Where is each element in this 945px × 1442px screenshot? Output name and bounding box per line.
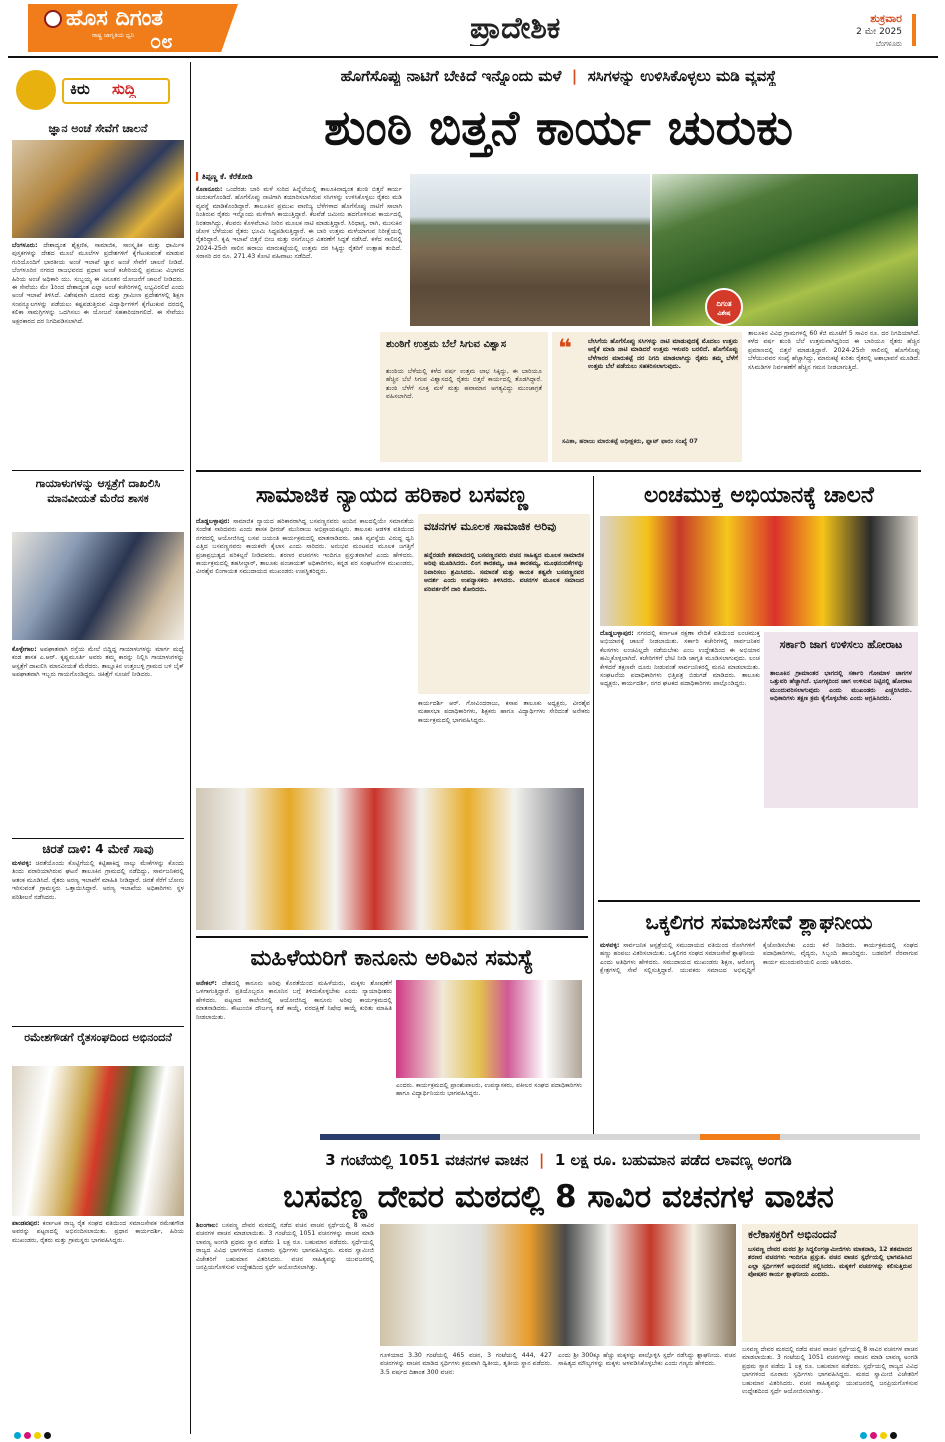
basava-sidebox [418, 514, 590, 694]
reg-dot-yellow-r [880, 1432, 887, 1439]
reg-dot-cyan-r [860, 1432, 867, 1439]
kiru-label-b: ಸುದ್ದಿ [112, 80, 136, 98]
okkaliga-body [600, 942, 918, 1128]
kiru-item1-text: ದೇಶಾದ್ಯಂತ ಶೈಕ್ಷಣಿಕ, ಸಾಮಾಜಿಕ, ಸಾಂಸ್ಕೃತಿಕ ಮತ್ತು ಧಾರ್ಮಿಕ ಪುಸ್ತಕಗಳನ್ನು ದೇಶದ ಮೂಲೆ ಮೂಲೆಗಳ ಪ್ರದೇಶಗಳಿಗೆ ಕೈಗೆಟುಕುವಂತೆ ಮಾಡುವ ಗುರಿಯೊಂದಿಗೆ ಭಾರತೀಯ ಅಂಚೆ ಇಲಾಖೆ ಜ್ಞಾನ ಅಂಚೆ ಸೇವೆಗೆ ಚಾಲನೆ ನೀಡಿದೆ. ಬೆಂಗಳೂರಿನ ನಗರದ ರಾಜಭವನದ ಪ್ರಧಾನ ಅಂಚೆ ಕಚೇರಿಯಲ್ಲಿ ಪ್ರಮುಖ ವಿಭಾಗದ ಹಿರಿಯ ಅಂಚೆ ಅಧಿಕಾರಿ ಯು. ಸುಬ್ಬಯ್ಯ ಈ ವಿನೂತನ ಯೋಜನೆಗೆ ಚಾಲನೆ ನೀಡಿದರು. ಈ ಸೇವೆಯು ಮೇ 1ರಿಂದ ದೇಶಾದ್ಯಂತ ಎಲ್ಲಾ ಅಂಚೆ ಕಚೇರಿಗಳಲ್ಲಿ ಲಭ್ಯವಿರಲಿದೆ ಎಂದು ಅಂಚೆ ಇಲಾಖೆ ತಿಳಿಸಿದೆ. ವಿಶೇಷವಾಗಿ ದೂರದ ಮತ್ತು ಗ್ರಾಮೀಣ ಪ್ರದೇಶಗಳಲ್ಲಿ ಶಿಕ್ಷಣ ಸಂಪನ್ಮೂಲಗಳನ್ನು ಪಡೆಯಲು ಕಷ್ಟಪಡುತ್ತಿರುವ ವಿದ್ಯಾರ್ಥಿಗಳಿಗೆ ಕೈಗೆಟುಕುವ ದರದಲ್ಲಿ ಕಲಿಕಾ ಸಾಮಗ್ರಿಗಳನ್ನು ಒದಗಿಸಲು ಈ ಯೋಜನೆ ಸಹಕಾರಿಯಾಗಲಿದೆ. ಈ ಸೇವೆಯು ಅಕ್ಷರಕಾರದ ದರ ನಿಗದಿಪಡಿಸಲಾಗಿದೆ. [12, 242, 184, 325]
kiru-item4-photo [12, 1066, 184, 1216]
lead-kicker: ಹೊಗೆಸೊಪ್ಪು ನಾಟಿಗೆ ಬೇಕಿದೆ ಇನ್ನೊಂದು ಮಳೆ | ಸಸಿಗಳನ್ನು ಉಳಿಸಿಕೊಳ್ಳಲು ಮಡಿ ವ್ಯವಸ್ಥೆ [340, 67, 777, 85]
masthead-accent-bar [912, 14, 916, 46]
reg-dot-cyan [14, 1432, 21, 1439]
basava-headline: ಸಾಮಾಜಿಕ ನ್ಯಾಯದ ಹರಿಕಾರ ಬಸವಣ್ಣ [255, 483, 529, 508]
lancha-headline: ಲಂಚಮುಕ್ತ ಅಭಿಯಾನಕ್ಕೆ ಚಾಲನೆ [644, 483, 874, 508]
okkaliga-headline: ಒಕ್ಕಲಿಗರ ಸಮಾಜಸೇವೆ ಶ್ಲಾಘನೀಯ [645, 910, 873, 934]
kiru-item4-dateline: ಪಾಂಡವಪುರ: [12, 1220, 40, 1227]
reg-dot-magenta-r [870, 1432, 877, 1439]
reg-dot-black-r [890, 1432, 897, 1439]
kiru-item3-text: ಚಿರತೆಯೊಂದು ಕೊಟ್ಟಿಗೆಯಲ್ಲಿ ಕಟ್ಟಿಹಾಕಿದ್ದ ನಾಲ್ಕು ಮೇಕೆಗಳನ್ನು ಕೊಂದು ತಿಂದು ಪರಾರಿಯಾಗಿರುವ ಘಟನೆ ತಾಲೂಕಿನ ಗ್ರಾಮದಲ್ಲಿ ನಡೆದಿದ್ದು, ಸಾರ್ವಜನಿಕರಲ್ಲಿ ಆತಂಕ ಮೂಡಿಸಿದೆ. ರೈತರು ಅರಣ್ಯ ಇಲಾಖೆಗೆ ಮಾಹಿತಿ ನೀಡಿದ್ದಾರೆ. ಚಿರತೆ ಸೆರೆಗೆ ಬೋನು ಇರಿಸುವಂತೆ ಗ್ರಾಮಸ್ಥರು ಒತ್ತಾಯಿಸಿದ್ದಾರೆ. ಅರಣ್ಯ ಇಲಾಖೆಯ ಅಧಿಕಾರಿಗಳು ಸ್ಥಳ ಪರಿಶೀಲನೆ ನಡೆಸಿದರು. [12, 860, 184, 901]
mid-column-divider [593, 476, 594, 1136]
quote-mark-icon: ❝ [558, 334, 573, 362]
vachana-sidebox-body: ಬಸವಣ್ಣ ದೇವರ ಮಠದ ಶ್ರೀ ಸಿದ್ಧಲಿಂಗಸ್ವಾಮೀಜಿಗಳು ಮಾತನಾಡಿ, 12 ಶತಮಾನದ ಶರಣರ ವಚನಗಳು ಇಂದಿಗೂ ಪ್ರಸ್ತುತ. ವಚನ ವಾಚನ ಸ್ಪರ್ಧೆಯಲ್ಲಿ ಭಾಗವಹಿಸಿದ ಎಲ್ಲಾ ಸ್ಪರ್ಧಿಗಳಿಗೆ ಅಭಿನಂದನೆ ಸಲ್ಲಿಸಿದರು. ಮಕ್ಕಳಿಗೆ ವಚನಗಳನ್ನು ಕಲಿಸುತ್ತಿರುವ ಪೋಷಕರ ಕಾರ್ಯ ಶ್ಲಾಘನೀಯ ಎಂದರು. [748, 1246, 912, 1279]
vachana-body-3: ಎಂದು ಶ್ರೀ 300ಕ್ಕೂ ಹೆಚ್ಚು ಮಕ್ಕಳನ್ನು ಪಾಲ್ಗೊಳ್ಳಿಸಿ ಸ್ಪರ್ಧೆ ನಡೆಸಿದ್ದು ಶ್ಲಾಘನೀಯ. ವಚನ ಸಾಹಿತ್ಯದ ಮೌಲ್ಯಗಳನ್ನು ಮಕ್ಕಳು ಅಳವಡಿಸಿಕೊಳ್ಳಬೇಕು ಎಂದು ಗಣ್ಯರು ಹೇಳಿದರು. [558, 1352, 736, 1368]
kiru-item3-body [12, 860, 184, 1022]
lancha-sidebox-title: ಸರ್ಕಾರಿ ಜಾಗ ಉಳಿಸಲು ಹೋರಾಟ [779, 638, 903, 651]
mahila-body-text: ದೇಶದಲ್ಲಿ ಕಾನೂನು ಅರಿವು ಕೊರತೆಯಿಂದ ಮಹಿಳೆಯರು, ಮಕ್ಕಳು ಶೋಷಣೆಗೆ ಒಳಗಾಗುತ್ತಿದ್ದಾರೆ. ಪ್ರತಿಯೊಬ್ಬರೂ ಕಾನೂನಿನ ಬಗ್ಗೆ ತಿಳಿದುಕೊಳ್ಳಬೇಕು ಎಂದು ನ್ಯಾಯಾಧೀಶರು ಹೇಳಿದರು. ಪಟ್ಟಣದ ಕಾಲೇಜಿನಲ್ಲಿ ಆಯೋಜಿಸಿದ್ದ ಕಾನೂನು ಅರಿವು ಕಾರ್ಯಕ್ರಮದಲ್ಲಿ ಮಾತನಾಡಿದರು. ಕೌಟುಂಬಿಕ ದೌರ್ಜನ್ಯ ತಡೆ ಕಾಯ್ದೆ, ವರದಕ್ಷಿಣೆ ನಿಷೇಧ ಕಾಯ್ದೆ ಕುರಿತು ಮಾಹಿತಿ ನೀಡಲಾಯಿತು. [196, 980, 392, 1021]
strip-grey [440, 1134, 700, 1140]
basava-event-photo [196, 788, 584, 930]
kiru-item3-dateline: ಮಳವಳ್ಳಿ: [12, 860, 32, 867]
vachana-kicker: 3 ಗಂಟೆಯಲ್ಲಿ 1051 ವಚನಗಳ ವಾಚನ | 1 ಲಕ್ಷ ರೂ. ಬಹುಮಾನ ಪಡೆದ ಲಾವಣ್ಯ ಅಂಗಡಿ [325, 1151, 792, 1169]
reg-dot-yellow [34, 1432, 41, 1439]
lead-body-1 [196, 186, 402, 460]
kiru-item1-title: ಜ್ಞಾನ ಅಂಚೆ ಸೇವೆಗೆ ಚಾಲನೆ [48, 122, 148, 135]
okkaliga-body-text: ಸಾರ್ವಜನಿಕ ಆಸ್ಪತ್ರೆಯಲ್ಲಿ ಸಮುದಾಯದ ವತಿಯಿಂದ ರೋಗಿಗಳಿಗೆ ಹಣ್ಣು ಹಂಪಲು ವಿತರಿಸಲಾಯಿತು. ಒಕ್ಕಲಿಗರ ಸಂಘದ ಸಮಾಜಸೇವೆ ಶ್ಲಾಘನೀಯ ಎಂದು ಅತಿಥಿಗಳು ಹೇಳಿದರು. ಸಮುದಾಯದ ಮುಖಂಡರು ಶಿಕ್ಷಣ, ಆರೋಗ್ಯ ಕ್ಷೇತ್ರಗಳಲ್ಲಿ ಸೇವೆ ಸಲ್ಲಿಸುತ್ತಿದ್ದಾರೆ. ಯುವಕರು ಸಮಾಜದ ಅಭಿವೃದ್ಧಿಗೆ ಕೈಜೋಡಿಸಬೇಕು ಎಂದು ಕರೆ ನೀಡಿದರು. ಕಾರ್ಯಕ್ರಮದಲ್ಲಿ ಸಂಘದ ಪದಾಧಿಕಾರಿಗಳು, ವೈದ್ಯರು, ಸಿಬ್ಬಂದಿ ಹಾಜರಿದ್ದರು. ಬಡವರಿಗೆ ನೆರವಾಗುವ ಕಾರ್ಯ ಮುಂದುವರಿಯಲಿ ಎಂದು ಆಶಿಸಿದರು. [600, 942, 918, 975]
lead-sidebox-title: ಶುಂಠಿಗೆ ಉತ್ತಮ ಬೆಲೆ ಸಿಗುವ ವಿಶ್ವಾಸ [386, 339, 507, 350]
mahila-body [196, 980, 392, 1128]
thumb-icon [16, 70, 56, 110]
kiru-item1-photo [12, 140, 184, 238]
lead-byline: ▍ತಿಪ್ಪಣ್ಣ ಕೆ. ಕೆರೆಕೋಡಿ [196, 172, 253, 181]
mahila-dateline: ಆನೇಕಲ್: [196, 980, 217, 987]
kiru-suddi-header [12, 64, 182, 116]
issue-date: 2 ಮೇ 2025 [856, 27, 902, 37]
masthead-divider [8, 56, 938, 58]
lead-quote-text: ಬೇಸಿಗೆಯ ಹೊಗೆಸೊಪ್ಪು ಸಸಿಗಳನ್ನು ನಾಟಿ ಮಾಡುವುದಕ್ಕೆ ಮೊದಲು ಉತ್ತಮ ಆರೈಕೆ ಮಾಡಿ ನಾಟಿ ಮಾಡಿದರೆ ಉತ್ತಮ ಇಳುವರಿ ಬರಲಿದೆ. ಹೊಗೆಸೊಪ್ಪು ಬೆಳೆಗಾರರ ಮಾರುಕಟ್ಟೆ ದರ ನಿಗದಿ ಮಾಡಲಾಗಿದ್ದು ರೈತರು ತಮ್ಮ ಬೆಳೆಗೆ ಉತ್ತಮ ಬೆಲೆ ಪಡೆಯಲು ಸಹಕರಿಸಲಾಗುವುದು. [588, 338, 738, 371]
vachana-kicker-b: 1 ಲಕ್ಷ ರೂ. ಬಹುಮಾನ ಪಡೆದ ಲಾವಣ್ಯ ಅಂಗಡಿ [554, 1151, 792, 1169]
section-title: ಪ್ರಾದೇಶಿಕ [470, 12, 561, 46]
vachana-body-4 [742, 1346, 918, 1430]
lancha-group-photo [600, 516, 918, 626]
logo-emblem-icon [44, 10, 62, 28]
lead-bottom-rule [196, 470, 921, 472]
kiru-item1-dateline: ಬೆಂಗಳೂರು: [12, 242, 38, 249]
kiru-label-a: ಕಿರು [70, 80, 90, 98]
kiru-item2-photo [12, 532, 184, 640]
kiru-divider-1 [12, 470, 184, 471]
mahila-headline: ಮಹಿಳೆಯರಿಗೆ ಕಾನೂನು ಅರಿವಿನ ಸಮಸ್ಯೆ [250, 946, 534, 971]
issue-day: ಶುಕ್ರವಾರ [870, 12, 902, 25]
vachana-kicker-a: 3 ಗಂಟೆಯಲ್ಲಿ 1051 ವಚನಗಳ ವಾಚನ [325, 1151, 529, 1169]
lancha-sidebox [764, 632, 918, 808]
mahila-body-2: ಎಂದರು. ಕಾರ್ಯಕ್ರಮದಲ್ಲಿ ಪ್ರಾಂಶುಪಾಲರು, ಉಪನ್ಯಾಸಕರು, ವಕೀಲರ ಸಂಘದ ಪದಾಧಿಕಾರಿಗಳು ಹಾಗೂ ವಿದ್ಯಾರ್ಥಿನಿಯರು ಭಾಗವಹಿಸಿದ್ದರು. [396, 1082, 582, 1098]
basava-body-2: ಕಾರ್ಯದರ್ಶಿ ಆರ್. ಗೋವಿಂದರಾಜು, ಕಸಾಪ ತಾಲೂಕು ಅಧ್ಯಕ್ಷರು, ವೀರಶೈವ ಮಹಾಸಭಾ ಪದಾಧಿಕಾರಿಗಳು, ಶಿಕ್ಷಕರು ಹಾಗೂ ವಿದ್ಯಾರ್ಥಿಗಳು ಸೇರಿದಂತೆ ಅನೇಕರು ಕಾರ್ಯಕ್ರಮದಲ್ಲಿ ಭಾಗವಹಿಸಿದ್ದರು. [418, 700, 590, 724]
lead-quote-source: ಸವಿತಾ, ಹರಾಜು ಮಾರುಕಟ್ಟೆ ಅಧೀಕ್ಷಕರು, ಫ್ಲಾಟ್ ಫಾರಂ ಸಂಖ್ಯೆ 07 [562, 438, 698, 445]
masthead-logo: ಹೊಸ ದಿಗಂತ [66, 6, 164, 31]
digantha-special-stamp [705, 288, 743, 326]
page-number: ೦೮ [150, 30, 173, 52]
basava-body-text: ಸಾಮಾಜಿಕ ನ್ಯಾಯದ ಹರಿಕಾರರಾಗಿದ್ದ ಬಸವಣ್ಣನವರು ಅಂದಿನ ಕಾಲದಲ್ಲಿಯೇ ಸಮಾನತೆಯ ಸಂದೇಶ ಸಾರಿದವರು ಎಂದು ಶಾಸಕ ಧೀರಜ್ ಮುನಿರಾಜು ಅಭಿಪ್ರಾಯಪಟ್ಟರು. ತಾಲೂಕು ಆಡಳಿತ ವತಿಯಿಂದ ನಗರದಲ್ಲಿ ಆಯೋಜಿಸಿದ್ದ ಬಸವ ಜಯಂತಿ ಕಾರ್ಯಕ್ರಮದಲ್ಲಿ ಮಾತನಾಡಿದರು. ಜಾತಿ ವ್ಯವಸ್ಥೆಯ ವಿರುದ್ಧ ಧ್ವನಿ ಎತ್ತಿದ ಬಸವಣ್ಣನವರು ಕಾಯಕವೇ ಕೈಲಾಸ ಎಂದು ಸಾರಿದರು. ಅನುಭವ ಮಂಟಪದ ಮೂಲಕ ಜಗತ್ತಿಗೆ ಪ್ರಜಾಪ್ರಭುತ್ವದ ಪರಿಕಲ್ಪನೆ ನೀಡಿದವರು. ಶರಣರ ವಚನಗಳು ಇಂದಿಗೂ ಪ್ರಸ್ತುತವಾಗಿವೆ ಎಂದು ಹೇಳಿದರು. ಕಾರ್ಯಕ್ರಮದಲ್ಲಿ ತಹಸೀಲ್ದಾರ್, ತಾಲೂಕು ಪಂಚಾಯತ್ ಅಧಿಕಾರಿಗಳು, ಕನ್ನಡ ಪರ ಸಂಘಟನೆಗಳ ಮುಖಂಡರು, ವೀರಶೈವ ಲಿಂಗಾಯತ ಸಮುದಾಯದ ಮುಖಂಡರು ಉಪಸ್ಥಿತರಿದ್ದರು. [196, 518, 414, 576]
okkaliga-dateline: ಮಳವಳ್ಳಿ: [600, 942, 620, 949]
lead-body-1-text: ಒಂದೆರಡು ಬಾರಿ ಮಳೆ ಸುರಿದ ಹಿನ್ನೆಲೆಯಲ್ಲಿ ತಾಲೂಕಿನಾದ್ಯಂತ ಶುಂಠಿ ಬಿತ್ತನೆ ಕಾರ್ಯ ಚುರುಕುಗೊಂಡಿದೆ. ಹೊಗೆಸೊಪ್ಪು ನಾಟಿಗಾಗಿ ತಯಾರಿಸಲಾಗಿರುವ ಸಸಿಗಳನ್ನು ಉಳಿಸಿಕೊಳ್ಳಲು ರೈತರು ಮಡಿ ವ್ಯವಸ್ಥೆ ಮಾಡಿಕೊಂಡಿದ್ದಾರೆ. ತಾಲೂಕಿನ ಪ್ರಮುಖ ವಾಣಿಜ್ಯ ಬೆಳೆಗಳಾದ ಹೊಗೆಸೊಪ್ಪು ನಾಟಿಗೆ ಸಾಲಾಗಿ ನಿಂತಿರುವ ರೈತರು ಇನ್ನೊಂದು ಮಳೆಗಾಗಿ ಕಾಯುತ್ತಿದ್ದಾರೆ. ಕೆಲವೆಡೆ ಜಮೀನು ಹದಗೊಳಿಸುವ ಕಾರ್ಯದಲ್ಲಿ ನಿರತರಾಗಿದ್ದು, ಕೆಲವರು ಕೊಳವೆಬಾವಿ ನೀರಿನ ಮೂಲಕ ನಾಟಿ ಮಾಡುತ್ತಿದ್ದಾರೆ. ಸಿರಿಧಾನ್ಯ, ರಾಗಿ, ಮುಸುಕಿನ ಜೋಳ ಬೆಳೆಯುವ ರೈತರು ಭೂಮಿ ಸಿದ್ಧಪಡಿಸುತ್ತಿದ್ದಾರೆ. ಈ ಬಾರಿ ಉತ್ತಮ ಮಳೆಯಾಗುವ ನಿರೀಕ್ಷೆಯಲ್ಲಿ ರೈತರಿದ್ದಾರೆ. ಕೃಷಿ ಇಲಾಖೆ ಬಿತ್ತನೆ ಬೀಜ ಮತ್ತು ರಸಗೊಬ್ಬರ ವಿತರಣೆಗೆ ಸಿದ್ಧತೆ ನಡೆಸಿದೆ. ಕಳೆದ ಸಾಲಿನಲ್ಲಿ 2024-25ನೇ ಸಾಲಿನ ಹರಾಜು ಮಾರುಕಟ್ಟೆಯಲ್ಲಿ ಉತ್ತಮ ದರ ಸಿಕ್ಕಿದ್ದು ರೈತರಿಗೆ ಉತ್ಸಾಹ ತಂದಿದೆ. ಸರಾಸರಿ ದರ ರೂ. 271.43 ಕೋಟಿ ವಹಿವಾಟು ನಡೆದಿದೆ. [196, 186, 402, 261]
kiru-item4-text: ಕರ್ನಾಟಕ ರಾಜ್ಯ ರೈತ ಸಂಘದ ವತಿಯಿಂದ ಸಮಾಜಸೇವಕ ರಮೇಶಗೌಡ ಅವರನ್ನು ಪಟ್ಟಣದಲ್ಲಿ ಅಭಿನಂದಿಸಲಾಯಿತು. ಪ್ರಧಾನ ಕಾರ್ಯದರ್ಶಿ, ಹಿರಿಯ ಮುಖಂಡರು, ರೈತರು ಮತ್ತು ಗ್ರಾಮಸ್ಥರು ಭಾಗವಹಿಸಿದ್ದರು. [12, 1220, 184, 1244]
issue-city: ಬೆಂಗಳೂರು [875, 40, 902, 48]
vachana-body-2: ಗೂಳಿಯಾದ 3.30 ಗಂಟೆಯಲ್ಲಿ 465 ವಚನ, 3 ಗಂಟೆಯಲ್ಲಿ 444, 427 ವಚನಗಳನ್ನು ವಾಚನ ಮಾಡಿದ ಸ್ಪರ್ಧಿಗಳು ಕ್ರಮವಾಗಿ ದ್ವಿತೀಯ, ತೃತೀಯ ಸ್ಥಾನ ಪಡೆದರು. 3.5 ವರ್ಷದ ದಿಶಾಂತ 300 ವಚನ: [380, 1352, 552, 1376]
kiru-divider-2 [12, 838, 184, 839]
kiru-item2-text: ಅಪಘಾತವಾಗಿ ರಸ್ತೆಯ ಮೇಲೆ ಬಿದ್ದಿದ್ದ ಗಾಯಾಳುಗಳನ್ನು ಮಾರ್ಗ ಮಧ್ಯೆ ಕಂಡ ಶಾಸಕ ಎ.ಆರ್. ಕೃಷ್ಣಮೂರ್ತಿ ಅವರು ತಮ್ಮ ಕಾರನ್ನು ನಿಲ್ಲಿಸಿ ಗಾಯಾಳುಗಳನ್ನು ಆಸ್ಪತ್ರೆಗೆ ದಾಖಲಿಸಿ ಮಾನವೀಯತೆ ಮೆರೆದರು. ತಾಲ್ಲೂಕಿನ ಉತ್ತಂಬಳ್ಳಿ ಗ್ರಾಮದ ಬಳಿ ಬೈಕ್ ಅಪಘಾತವಾಗಿ ಇಬ್ಬರು ಗಾಯಗೊಂಡಿದ್ದರು. ಚಿಕಿತ್ಸೆಗೆ ಸೂಚನೆ ನೀಡಿದರು. [12, 646, 184, 679]
lead-byline-text: ತಿಪ್ಪಣ್ಣ ಕೆ. ಕೆರೆಕೋಡಿ [201, 172, 253, 181]
basava-sidebox-title: ವಚನಗಳ ಮೂಲಕ ಸಾಮಾಜಿಕ ಅರಿವು [424, 520, 557, 533]
registration-marks-left [14, 1432, 74, 1440]
section-color-strip [320, 1134, 920, 1140]
lead-dateline: ಕೊಣನೂರು: [196, 186, 223, 193]
reg-dot-black [44, 1432, 51, 1439]
lead-kicker-a: ಹೊಗೆಸೊಪ್ಪು ನಾಟಿಗೆ ಬೇಕಿದೆ ಇನ್ನೊಂದು ಮಳೆ [340, 67, 562, 85]
registration-marks-right [860, 1432, 920, 1440]
lead-sidebox-body: ಶುಂಠಿಯ ಬೆಳೆಯಲ್ಲಿ ಕಳೆದ ವರ್ಷ ಉತ್ತಮ ಲಾಭ ಸಿಕ್ಕಿದ್ದು, ಈ ಬಾರಿಯೂ ಹೆಚ್ಚಿನ ಬೆಲೆ ಸಿಗುವ ವಿಶ್ವಾಸದಲ್ಲಿ ರೈತರು ಬಿತ್ತನೆ ಕಾರ್ಯದಲ್ಲಿ ತೊಡಗಿದ್ದಾರೆ. ಶುಂಠಿ ಬೆಳೆಗೆ ಸೂಕ್ತ ಮಳೆ ಮತ್ತು ಹವಾಮಾನ ಅಗತ್ಯವಿದ್ದು ಮುಂಜಾಗ್ರತೆ ವಹಿಸಲಾಗಿದೆ. [386, 368, 542, 401]
kiru-item4-body [12, 1220, 184, 1428]
kiru-item4-title: ರಮೇಶಗೌಡಗೆ ರೈತಸಂಘದಿಂದ ಅಭಿನಂದನೆ [24, 1031, 172, 1044]
vachana-dateline: ಶಿಲಂಗಾಲ: [196, 1222, 219, 1229]
stamp-text-b: ವಿಶೇಷ [717, 310, 731, 317]
basava-dateline: ದೊಡ್ಡಬಳ್ಳಾಪುರ: [196, 518, 230, 525]
vachana-event-photo [380, 1224, 736, 1346]
basava-body [196, 518, 414, 786]
strip-navy [320, 1134, 440, 1140]
lead-headline: ಶುಂಠಿ ಬಿತ್ತನೆ ಕಾರ್ಯ ಚುರುಕು [323, 100, 794, 156]
strip-grey-2 [780, 1134, 920, 1140]
lead-photo-nursery [652, 174, 918, 326]
lancha-sidebox-body: ತಾಲೂಕಿನ ಗ್ರಾಮಾಂತರ ಭಾಗದಲ್ಲಿ ಸರ್ಕಾರಿ ಗೋಮಾಳ ಜಾಗಗಳ ಒತ್ತುವರಿ ಹೆಚ್ಚಾಗಿದೆ. ಭೂಗಳ್ಳರಿಂದ ಜಾಗ ಉಳಿಸುವ ನಿಟ್ಟಿನಲ್ಲಿ ಹೋರಾಟ ಮುಂದುವರಿಸಲಾಗುವುದು ಎಂದು ಮುಖಂಡರು ಎಚ್ಚರಿಸಿದರು. ಅಧಿಕಾರಿಗಳು ತಕ್ಷಣ ಕ್ರಮ ಕೈಗೊಳ್ಳಬೇಕು ಎಂದು ಆಗ್ರಹಿಸಿದರು. [770, 670, 912, 703]
vachana-body-4-text: ಬಸವಣ್ಣ ದೇವರ ಮಠದಲ್ಲಿ ನಡೆದ ವಚನ ವಾಚನ ಸ್ಪರ್ಧೆಯಲ್ಲಿ 8 ಸಾವಿರ ವಚನಗಳ ವಾಚನ ಮಾಡಲಾಯಿತು. 3 ಗಂಟೆಯಲ್ಲಿ 1051 ವಚನಗಳನ್ನು ವಾಚನ ಮಾಡಿ ಲಾವಣ್ಯ ಅಂಗಡಿ ಪ್ರಥಮ ಸ್ಥಾನ ಪಡೆದು 1 ಲಕ್ಷ ರೂ. ಬಹುಮಾನ ಪಡೆದರು. ಸ್ಪರ್ಧೆಯಲ್ಲಿ ರಾಜ್ಯದ ವಿವಿಧ ಭಾಗಗಳಿಂದ ನೂರಾರು ಸ್ಪರ್ಧಿಗಳು ಭಾಗವಹಿಸಿದ್ದರು. ಮಠದ ಸ್ವಾಮೀಜಿ ವಿಜೇತರಿಗೆ ಬಹುಮಾನ ವಿತರಿಸಿದರು. ವಚನ ಸಾಹಿತ್ಯವನ್ನು ಯುವಜನರಲ್ಲಿ ಜನಪ್ರಿಯಗೊಳಿಸುವ ಉದ್ದೇಶದಿಂದ ಸ್ಪರ್ಧೆ ಆಯೋಜಿಸಲಾಗಿತ್ತು. [742, 1346, 918, 1396]
left-column-divider [190, 62, 191, 1434]
lancha-dateline: ದೊಡ್ಡಬಳ್ಳಾಪುರ: [600, 630, 634, 637]
kiru-item2-body [12, 646, 184, 834]
lead-quote-box [552, 332, 742, 462]
strip-orange [700, 1134, 780, 1140]
mahila-top-rule [196, 936, 588, 938]
lead-sidebox [380, 332, 548, 462]
masthead-tagline: ರಾಷ್ಟ್ರ ಜಾಗೃತಿಯ ಧ್ವನಿ [92, 32, 135, 39]
stamp-text-a: ದಿಗಂತ [716, 300, 732, 308]
reg-dot-magenta [24, 1432, 31, 1439]
mahila-event-photo [396, 980, 582, 1078]
kiru-item2-title: ಗಾಯಾಳುಗಳನ್ನು ಆಸ್ಪತ್ರೆಗೆ ದಾಖಲಿಸಿ ಮಾನವೀಯತೆ ಮೆರೆದ ಶಾಸಕ [35, 477, 161, 505]
vachana-body [196, 1222, 374, 1430]
basava-sidebox-body: ಹನ್ನೆರಡನೇ ಶತಮಾನದಲ್ಲಿ ಬಸವಣ್ಣನವರು ವಚನ ಸಾಹಿತ್ಯದ ಮೂಲಕ ಸಾಮಾಜಿಕ ಅರಿವು ಮೂಡಿಸಿದರು. ಲಿಂಗ ತಾರತಮ್ಯ, ಜಾತಿ ತಾರತಮ್ಯ, ಮೂಢನಂಬಿಕೆಗಳನ್ನು ನಿವಾರಿಸಲು ಶ್ರಮಿಸಿದರು. ಸಮಾನತೆ ಮತ್ತು ಕಾಯಕ ತತ್ವವೇ ಬಸವಣ್ಣನವರ ಆದರ್ಶ ಎಂದು ಉಪನ್ಯಾಸಕರು ತಿಳಿಸಿದರು. ವಚನಗಳ ಮೂಲಕ ಸಮಾಜದ ಪರಿವರ್ತನೆಗೆ ದಾರಿ ತೋರಿದರು. [424, 552, 584, 593]
lancha-body-text: ನಗರದಲ್ಲಿ ಕರ್ನಾಟಕ ರಕ್ಷಣಾ ವೇದಿಕೆ ವತಿಯಿಂದ ಲಂಚಮುಕ್ತ ಅಭಿಯಾನಕ್ಕೆ ಚಾಲನೆ ನೀಡಲಾಯಿತು. ಸರ್ಕಾರಿ ಕಚೇರಿಗಳಲ್ಲಿ ಸಾರ್ವಜನಿಕರ ಕೆಲಸಗಳು ಲಂಚವಿಲ್ಲದೇ ನಡೆಯಬೇಕು ಎಂಬ ಉದ್ದೇಶದಿಂದ ಈ ಅಭಿಯಾನ ಹಮ್ಮಿಕೊಳ್ಳಲಾಗಿದೆ. ಕಚೇರಿಗಳಿಗೆ ಭೇಟಿ ನೀಡಿ ಜಾಗೃತಿ ಮೂಡಿಸಲಾಗುವುದು. ಲಂಚ ಕೇಳಿದರೆ ತಕ್ಷಣವೇ ದೂರು ನೀಡುವಂತೆ ಸಾರ್ವಜನಿಕರಲ್ಲಿ ಮನವಿ ಮಾಡಲಾಯಿತು. ಸಂಘಟನೆಯ ಪದಾಧಿಕಾರಿಗಳು ಭಿತ್ತಿಪತ್ರ ಬಿಡುಗಡೆ ಮಾಡಿದರು. ತಾಲೂಕು ಅಧ್ಯಕ್ಷರು, ಕಾರ್ಯದರ್ಶಿ, ನಗರ ಘಟಕದ ಪದಾಧಿಕಾರಿಗಳು ಪಾಲ್ಗೊಂಡಿದ್ದರು. [600, 630, 760, 688]
lead-photo-field [410, 174, 650, 326]
vachana-body-text: ಬಸವಣ್ಣ ದೇವರ ಮಠದಲ್ಲಿ ನಡೆದ ವಚನ ವಾಚನ ಸ್ಪರ್ಧೆಯಲ್ಲಿ 8 ಸಾವಿರ ವಚನಗಳ ವಾಚನ ಮಾಡಲಾಯಿತು. 3 ಗಂಟೆಯಲ್ಲಿ 1051 ವಚನಗಳನ್ನು ವಾಚನ ಮಾಡಿ ಲಾವಣ್ಯ ಅಂಗಡಿ ಪ್ರಥಮ ಸ್ಥಾನ ಪಡೆದು 1 ಲಕ್ಷ ರೂ. ಬಹುಮಾನ ಪಡೆದರು. ಸ್ಪರ್ಧೆಯಲ್ಲಿ ರಾಜ್ಯದ ವಿವಿಧ ಭಾಗಗಳಿಂದ ನೂರಾರು ಸ್ಪರ್ಧಿಗಳು ಭಾಗವಹಿಸಿದ್ದರು. ಮಠದ ಸ್ವಾಮೀಜಿ ವಿಜೇತರಿಗೆ ಬಹುಮಾನ ವಿತರಿಸಿದರು. ವಚನ ಸಾಹಿತ್ಯವನ್ನು ಯುವಜನರಲ್ಲಿ ಜನಪ್ರಿಯಗೊಳಿಸುವ ಉದ್ದೇಶದಿಂದ ಸ್ಪರ್ಧೆ ಆಯೋಜಿಸಲಾಗಿತ್ತು. [196, 1222, 374, 1272]
vachana-headline: ಬಸವಣ್ಣ ದೇವರ ಮಠದಲ್ಲಿ 8 ಸಾವಿರ ವಚನಗಳ ವಾಚನ [283, 1179, 834, 1215]
lead-body-2: ತಾಲೂಕಿನ ವಿವಿಧ ಗ್ರಾಮಗಳಲ್ಲಿ 60 ಕೆಜಿ ಮೂಟೆಗೆ 5 ಸಾವಿರ ರೂ. ದರ ನಿಗದಿಯಾಗಿದೆ. ಕಳೆದ ವರ್ಷ ಶುಂಠಿ ಬೆಲೆ ಉತ್ತಮವಾಗಿದ್ದರಿಂದ ಈ ಬಾರಿಯೂ ರೈತರು ಹೆಚ್ಚಿನ ಪ್ರಮಾಣದಲ್ಲಿ ಬಿತ್ತನೆ ಮಾಡುತ್ತಿದ್ದಾರೆ. 2024-25ನೇ ಸಾಲಿನಲ್ಲಿ ಹೊಗೆಸೊಪ್ಪು ಬೆಳೆಯುವವರ ಸಂಖ್ಯೆ ಹೆಚ್ಚಾಗಿದ್ದು, ಮಾರುಕಟ್ಟೆ ಕುರಿತು ರೈತರಲ್ಲಿ ಆಶಾಭಾವನೆ ಮೂಡಿದೆ. ಸಸಿಮಡಿಗಳ ನಿರ್ವಹಣೆಗೆ ಹೆಚ್ಚಿನ ಗಮನ ನೀಡಲಾಗುತ್ತಿದೆ. [748, 330, 920, 371]
vachana-sidebox [742, 1224, 918, 1342]
kiru-divider-3 [12, 1026, 184, 1027]
kiru-item1-body [12, 242, 184, 454]
masthead [0, 0, 945, 58]
kiru-item2-dateline: ಕೊಳ್ಳೇಗಾಲ: [12, 646, 37, 653]
lead-kicker-b: ಸಸಿಗಳನ್ನು ಉಳಿಸಿಕೊಳ್ಳಲು ಮಡಿ ವ್ಯವಸ್ಥೆ [587, 67, 777, 85]
kiru-item3-title: ಚಿರತೆ ದಾಳಿ: 4 ಮೇಕೆ ಸಾವು [42, 842, 154, 856]
okkaliga-top-rule [598, 900, 920, 902]
lancha-body [600, 630, 760, 892]
vachana-sidebox-title: ಕಲೆಕಾಸಕ್ತರಿಗೆ ಅಭಿನಂದನೆ [748, 1228, 837, 1241]
